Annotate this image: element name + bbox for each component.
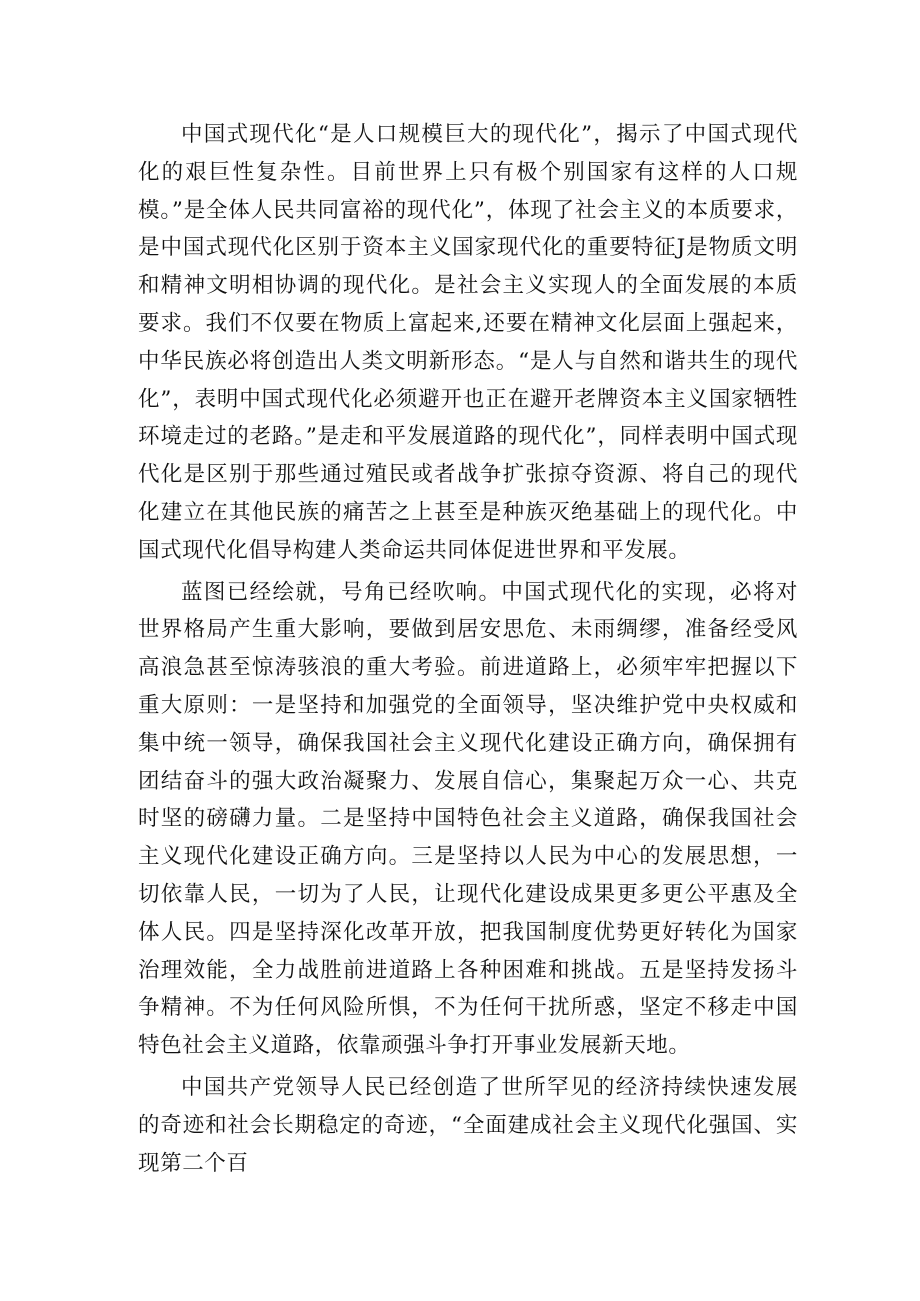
paragraph-1: 中国式现代化“是人口规模巨大的现代化”，揭示了中国式现代化的艰巨性复杂性。目前世界上只有极个别国家有这样的人口规模。”是全体人民共同富裕的现代化”，体现了社会主义的本质要求，是中国式现代化区别于资本主义国家现代化的重要特征J是物质文明和精神文明相协调的现代化。是社会主义实现人的全面发展的本质要求。我们不仅要在物质上富起来,还要在精神文化层面上强起来，中华民族必将创造出人类文明新形态。“是人与自然和谐共生的现代化”，表明中国式现代化必须避开也正在避开老牌资本主义国家牺牲环境走过的老路。”是走和平发展道路的现代化”，同样表明中国式现代化是区别于那些通过殖民或者战争扩张掠夺资源、将自己的现代化建立在其他民族的痛苦之上甚至是种族灭绝基础上的现代化。中国式现代化倡导构建人类命运共同体促进世界和平发展。 — [138, 122, 798, 563]
document-body — [138, 116, 798, 1182]
paragraph-3: 中国共产党领导人民已经创造了世所罕见的经济持续快速发展的奇迹和社会长期稳定的奇迹，“全面建成社会主义现代化强国、实现第二个百 — [138, 1074, 798, 1176]
paragraph-2: 蓝图已经绘就，号角已经吹响。中国式现代化的实现，必将对世界格局产生重大影响，要做到居安思危、未雨绸缪，准备经受风高浪急甚至惊涛骇浪的重大考验。前进道路上，必须牢牢把握以下重大原则：一是坚持和加强党的全面领导，坚决维护党中央权威和集中统一领导，确保我国社会主义现代化建设正确方向，确保拥有团结奋斗的强大政治凝聚力、发展自信心，集聚起万众一心、共克时坚的磅礴力量。二是坚持中国特色社会主义道路，确保我国社会主义现代化建设正确方向。三是坚持以人民为中心的发展思想，一切依靠人民，一切为了人民，让现代化建设成果更多更公平惠及全体人民。四是坚持深化改革开放，把我国制度优势更好转化为国家治理效能，全力战胜前进道路上各种困难和挑战。五是坚持发扬斗争精神。不为任何风险所惧，不为任何干扰所惑，坚定不移走中国特色社会主义道路，依靠顽强斗争打开事业发展新天地。 — [138, 579, 798, 1059]
